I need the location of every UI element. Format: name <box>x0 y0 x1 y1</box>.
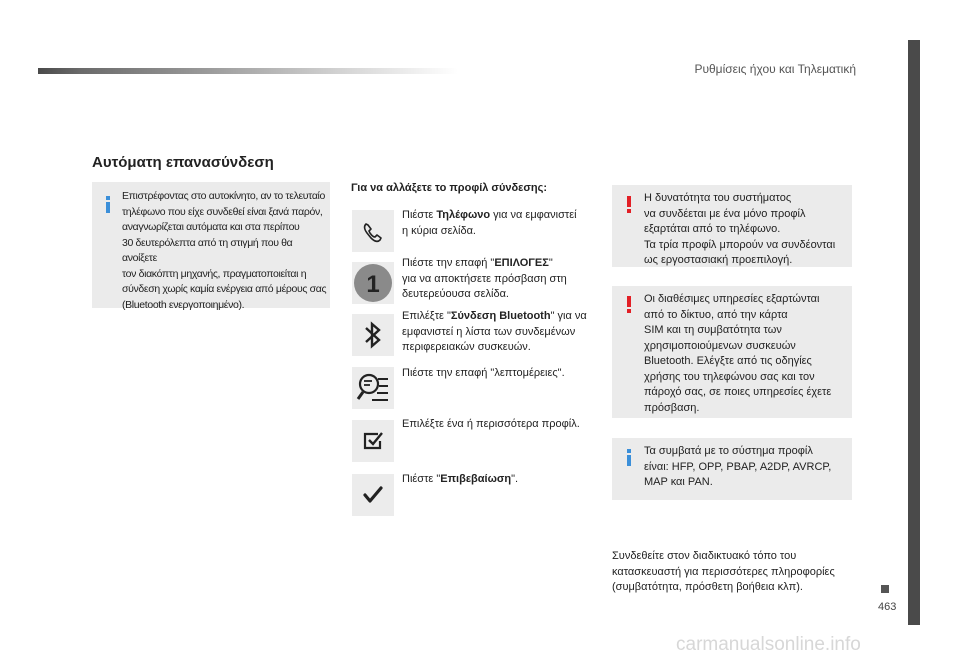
compat-profiles-box <box>612 438 852 500</box>
checkbox-icon <box>352 420 394 462</box>
step-5-text: Επιλέξτε ένα ή περισσότερα προφίλ. <box>402 418 580 430</box>
header-section-title: Ρυθμίσεις ήχου και Τηλεματική <box>694 62 856 76</box>
procedure-heading: Για να αλλάξετε το προφίλ σύνδεσης: <box>351 182 547 194</box>
warning-text: Η δυνατότητα του συστήματος να συνδέεται με ένα μόνο προφίλ εξαρτάται από το τηλέφωνο. Τα τρία προφίλ μπορούν να συνδέονται ως εργοστασιακή προεπιλογή. <box>644 192 836 266</box>
step-icon-box <box>352 314 394 356</box>
warning-icon <box>627 296 631 313</box>
auto-reconnect-info-box <box>92 182 330 311</box>
info-box-text: Επιστρέφοντας στο αυτοκίνητο, αν το τελευταίο τηλέφωνο που είχε συνδεθεί είναι ξανά παρόν, αναγνωρίζεται αυτόματα και στα περίπου 30 δευτερόλεπτα από τη στιγμή που θα ανοίξετε τον διακόπτη μηχανής, πραγματοποιείται η σύνδεση χωρίς καμία ενέργεια από μέρους σας (Bluetooth ενεργοποιημένο). <box>122 190 327 311</box>
step-6-text: Πιέστε "Επιβεβαίωση". <box>402 473 519 485</box>
step-4-text: Πιέστε την επαφή "λεπτομέρειες". <box>402 367 565 379</box>
page-title: Αυτόματη επανασύνδεση <box>92 154 274 171</box>
details-magnifier-icon <box>352 367 394 409</box>
info-icon <box>627 449 631 466</box>
compat-text: Τα συμβατά με το σύστημα προφίλ είναι: HFP, OPP, PBAP, A2DP, AVRCP, MAP και PAN. <box>644 445 832 488</box>
warning-text: Οι διαθέσιμες υπηρεσίες εξαρτώνται από το δίκτυο, από την κάρτα SIM και τη συμβατότητα των χρησιμοποιούμενων συσκευών Bluetooth. Ελέγξτε από τις οδηγίες χρήσης του τηλεφώνου σας και τον πάροχό σας, σε ποιες υπηρεσίες έχετε πρόσβαση. <box>644 293 832 414</box>
page-marker <box>881 585 889 593</box>
step-icon-box <box>352 367 394 409</box>
step-3-text: Επιλέξτε "Σύνδεση Bluetooth" για να εμφανιστεί η λίστα των συνδεμένων περιφερειακών συσκευών. <box>402 310 587 353</box>
step-1-text: Πιέστε Τηλέφωνο για να εμφανιστεί η κύρια σελίδα. <box>402 209 577 237</box>
page-edge-bar <box>908 40 920 625</box>
info-icon <box>106 196 110 213</box>
number-one-icon <box>352 262 394 304</box>
step-icon-box <box>352 420 394 462</box>
phone-icon <box>352 210 394 252</box>
header-gradient-bar <box>38 68 458 74</box>
manufacturer-site-note: Συνδεθείτε στον διαδικτυακό τόπο του κατασκευαστή για περισσότερες πληροφορίες (συμβατότητα, πρόσθετη βοήθεια κλπ). <box>612 550 835 593</box>
step-2-text: Πιέστε την επαφή "ΕΠΙΛΟΓΕΣ" για να αποκτήσετε πρόσβαση στη δευτερεύουσα σελίδα. <box>402 257 567 300</box>
warning-icon <box>627 196 631 213</box>
watermark: carmanualsonline.info <box>676 634 861 655</box>
step-icon-box <box>352 210 394 252</box>
warning-box-services <box>612 286 852 418</box>
step-icon-box <box>352 262 394 304</box>
page-number: 463 <box>878 601 897 613</box>
svg-text:1: 1 <box>366 271 380 298</box>
step-icon-box <box>352 474 394 516</box>
checkmark-icon <box>352 474 394 516</box>
warning-box-profile <box>612 185 852 267</box>
bluetooth-icon <box>352 314 394 356</box>
